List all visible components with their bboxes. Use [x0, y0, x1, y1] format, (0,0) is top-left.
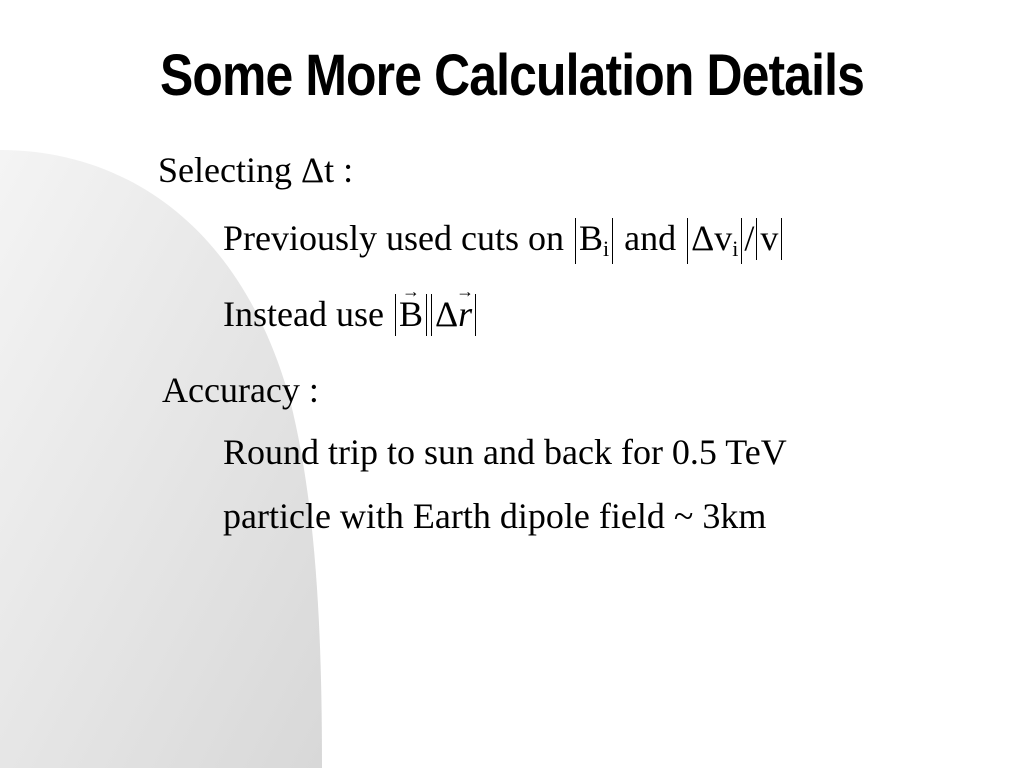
vector-r-symbol: → r: [458, 296, 472, 332]
b-subscript: i: [603, 236, 610, 261]
delta-v-subscript: i: [732, 236, 739, 261]
vector-b-symbol: → B: [399, 296, 423, 332]
accuracy-heading: Accuracy :: [162, 370, 319, 410]
delta-symbol: Δ: [434, 294, 459, 334]
accuracy-line-1: Round trip to sun and back for 0.5 TeV: [223, 432, 787, 472]
selecting-line-2-text: Instead use: [223, 294, 384, 334]
abs-b-i: [575, 218, 613, 264]
slash-symbol: /: [744, 218, 755, 258]
abs-v: [756, 218, 782, 260]
delta-v-symbol: Δv: [691, 218, 733, 258]
slide-title: Some More Calculation Details: [159, 43, 865, 108]
selecting-heading: Selecting Δt :: [158, 150, 354, 190]
abs-delta-r: [431, 294, 476, 336]
and-text: and: [624, 218, 677, 258]
selecting-line-2: [223, 294, 478, 336]
selecting-line-1: [223, 218, 784, 264]
accuracy-line-2: particle with Earth dipole field ~ 3km: [223, 496, 767, 536]
abs-vector-b: [395, 294, 427, 336]
selecting-line-1-text: Previously used cuts on: [223, 218, 564, 258]
abs-delta-v-i: [687, 218, 742, 264]
b-symbol: B: [578, 218, 603, 258]
v-symbol: v: [760, 218, 779, 258]
